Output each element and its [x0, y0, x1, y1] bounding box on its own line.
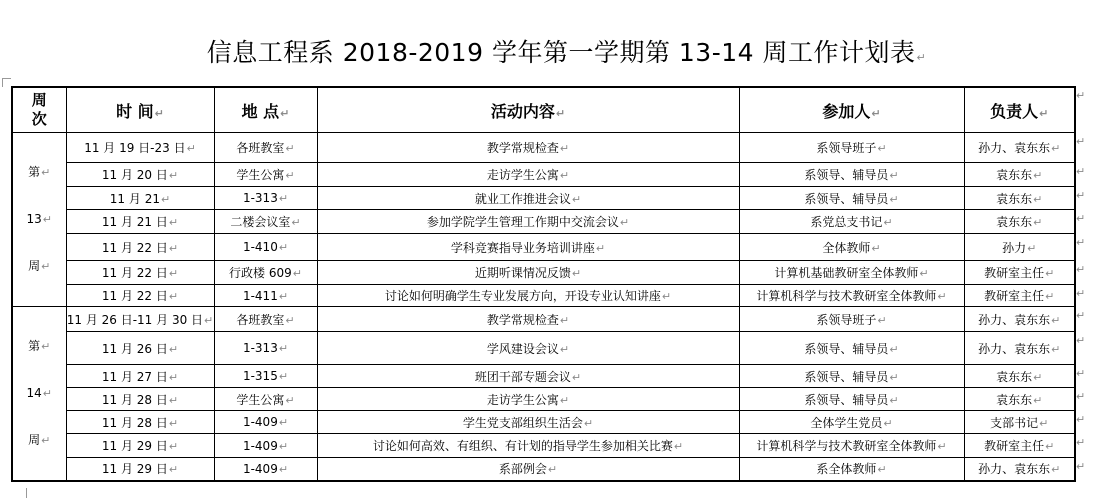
header-owner: 负责人↵: [964, 87, 1075, 133]
table-row: [12, 458, 1075, 481]
cell-content: 讨论如何高效、有组织、有计划的指导学生参加相关比赛↵: [317, 434, 739, 458]
header-place: 地 点↵: [214, 87, 317, 133]
cell-place: 1-313↵: [214, 332, 317, 365]
cell-place: 学生公寓↵: [214, 388, 317, 411]
cell-time: 11 月 28 日↵: [66, 388, 214, 411]
row-end-mark: ↵: [1076, 211, 1086, 225]
cell-participants: 计算机基础教研室全体教师↵: [739, 261, 964, 285]
table-row: [12, 187, 1075, 210]
cell-owner: 孙力↵: [964, 234, 1075, 261]
cell-place: 1-410↵: [214, 234, 317, 261]
page-title: 信息工程系 2018-2019 学年第一学期第 13-14 周工作计划表↵: [206, 38, 927, 67]
cell-time: 11 月 19 日-23 日↵: [66, 133, 214, 163]
cell-place: 二楼会议室↵: [214, 210, 317, 234]
cell-content: 走访学生公寓↵: [317, 388, 739, 411]
week-label-cell: 第↵ 14↵ 周↵: [12, 307, 66, 481]
cell-place: 行政楼 609↵: [214, 261, 317, 285]
cell-time: 11 月 29 日↵: [66, 434, 214, 458]
table-row: [12, 307, 1075, 332]
work-plan-table: [11, 86, 1076, 482]
table-row: [12, 234, 1075, 261]
cell-owner: 教研室主任↵: [964, 434, 1075, 458]
table-row: [12, 133, 1075, 163]
header-week: 周 次: [12, 87, 66, 133]
row-end-mark: ↵: [1076, 412, 1086, 426]
cell-participants: 系领导、辅导员↵: [739, 163, 964, 187]
cell-content: 就业工作推进会议↵: [317, 187, 739, 210]
row-end-mark: ↵: [1076, 308, 1086, 322]
cell-owner: 孙力、袁东东↵: [964, 332, 1075, 365]
cell-place: 各班教室↵: [214, 307, 317, 332]
cell-time: 11 月 26 日↵: [66, 332, 214, 365]
row-end-mark: ↵: [1076, 333, 1086, 347]
cell-participants: 系领导、辅导员↵: [739, 388, 964, 411]
cell-owner: 教研室主任↵: [964, 285, 1075, 307]
table-row: [12, 210, 1075, 234]
cell-content: 走访学生公寓↵: [317, 163, 739, 187]
cell-place: 1-409↵: [214, 434, 317, 458]
cell-participants: 计算机科学与技术教研室全体教师↵: [739, 285, 964, 307]
cell-place: 1-409↵: [214, 411, 317, 434]
cell-time: 11 月 21↵: [66, 187, 214, 210]
row-end-mark: ↵: [1076, 459, 1086, 473]
cell-owner: 袁东东↵: [964, 187, 1075, 210]
cell-content: 学风建设会议↵: [317, 332, 739, 365]
cell-time: 11 月 22 日↵: [66, 234, 214, 261]
row-end-mark: ↵: [1076, 366, 1086, 380]
cell-time: 11 月 20 日↵: [66, 163, 214, 187]
cell-owner: 教研室主任↵: [964, 261, 1075, 285]
week-label-cell: 第↵ 13↵ 周↵: [12, 133, 66, 307]
cell-time: 11 月 28 日↵: [66, 411, 214, 434]
table-row: [12, 285, 1075, 307]
cell-content: 参加学院学生管理工作期中交流会议↵: [317, 210, 739, 234]
row-end-mark: ↵: [1076, 235, 1086, 249]
cell-content: 教学常规检查↵: [317, 133, 739, 163]
row-end-mark: ↵: [1076, 134, 1086, 148]
row-end-mark: ↵: [1076, 89, 1086, 102]
table-header-row: [12, 87, 1075, 133]
cell-owner: 孙力、袁东东↵: [964, 307, 1075, 332]
cell-owner: 袁东东↵: [964, 210, 1075, 234]
cell-time: 11 月 27 日↵: [66, 365, 214, 388]
cell-participants: 系党总支书记↵: [739, 210, 964, 234]
cell-time: 11 月 22 日↵: [66, 261, 214, 285]
cell-time: 11 月 21 日↵: [66, 210, 214, 234]
table-row: [12, 434, 1075, 458]
cell-participants: 计算机科学与技术教研室全体教师↵: [739, 434, 964, 458]
cell-content: 近期听课情况反馈↵: [317, 261, 739, 285]
header-participants: 参加人↵: [739, 87, 964, 133]
row-end-mark: ↵: [1076, 286, 1086, 300]
cell-owner: 袁东东↵: [964, 163, 1075, 187]
cell-time: 11 月 22 日↵: [66, 285, 214, 307]
page-corner-marker: [2, 78, 11, 87]
cell-participants: 系领导班子↵: [739, 133, 964, 163]
cell-content: 班团干部专题会议↵: [317, 365, 739, 388]
cell-owner: 袁东东↵: [964, 388, 1075, 411]
cell-participants: 系领导、辅导员↵: [739, 365, 964, 388]
cell-place: 学生公寓↵: [214, 163, 317, 187]
cell-owner: 孙力、袁东东↵: [964, 458, 1075, 481]
page-foot-marker: [26, 488, 27, 498]
cell-content: 系部例会↵: [317, 458, 739, 481]
cell-owner: 孙力、袁东东↵: [964, 133, 1075, 163]
cell-content: 学科竞赛指导业务培训讲座↵: [317, 234, 739, 261]
row-end-mark: ↵: [1076, 188, 1086, 202]
cell-content: 讨论如何明确学生专业发展方向，开设专业认知讲座↵: [317, 285, 739, 307]
cell-place: 1-411↵: [214, 285, 317, 307]
table-row: [12, 163, 1075, 187]
row-end-mark: ↵: [1076, 435, 1086, 449]
table-row: [12, 365, 1075, 388]
cell-owner: 支部书记↵: [964, 411, 1075, 434]
header-time: 时 间↵: [66, 87, 214, 133]
table-row: [12, 332, 1075, 365]
row-end-mark: ↵: [1076, 262, 1086, 276]
row-end-mark: ↵: [1076, 389, 1086, 403]
header-content: 活动内容↵: [317, 87, 739, 133]
cell-time: 11 月 29 日↵: [66, 458, 214, 481]
table-row: [12, 388, 1075, 411]
cell-time: 11 月 26 日-11 月 30 日↵: [66, 307, 214, 332]
cell-participants: 系领导、辅导员↵: [739, 187, 964, 210]
cell-place: 1-315↵: [214, 365, 317, 388]
cell-participants: 全体教师↵: [739, 234, 964, 261]
cell-participants: 系领导班子↵: [739, 307, 964, 332]
table-row: [12, 261, 1075, 285]
cell-participants: 系领导、辅导员↵: [739, 332, 964, 365]
cell-participants: 全体学生党员↵: [739, 411, 964, 434]
row-end-mark: ↵: [1076, 164, 1086, 178]
cell-content: 教学常规检查↵: [317, 307, 739, 332]
table-body: [12, 133, 1075, 481]
table-row: [12, 411, 1075, 434]
cell-place: 1-313↵: [214, 187, 317, 210]
cell-participants: 系全体教师↵: [739, 458, 964, 481]
cell-place: 1-409↵: [214, 458, 317, 481]
cell-place: 各班教室↵: [214, 133, 317, 163]
cell-content: 学生党支部组织生活会↵: [317, 411, 739, 434]
cell-owner: 袁东东↵: [964, 365, 1075, 388]
